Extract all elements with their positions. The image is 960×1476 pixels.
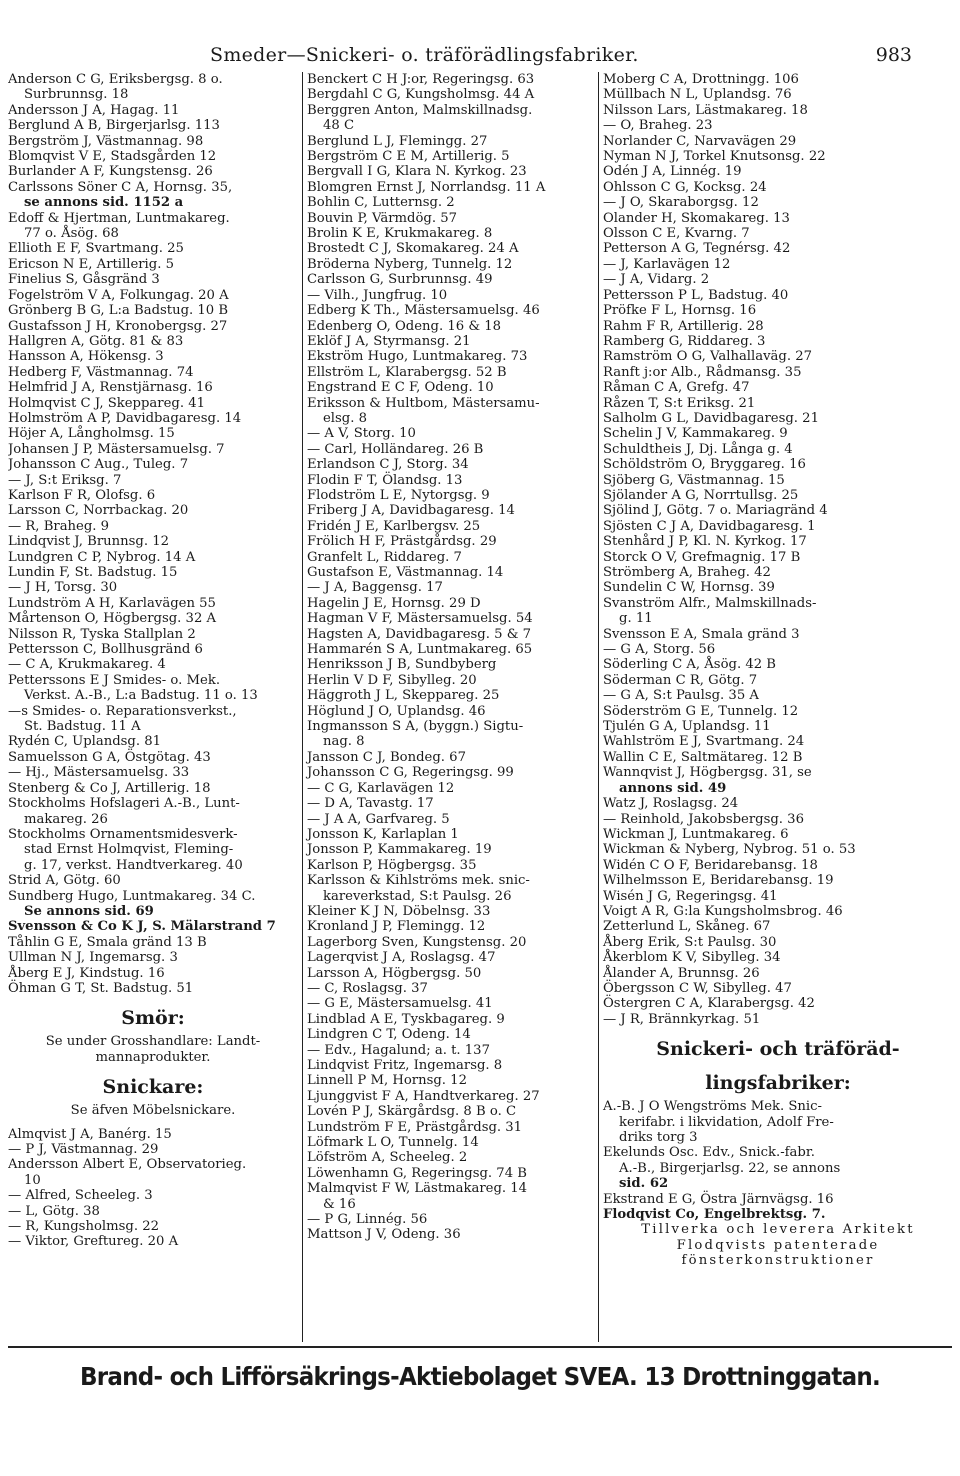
directory-entry: Gustafson E, Västmannag. 14 bbox=[307, 565, 504, 580]
directory-entry: — D A, Tavastg. 17 bbox=[307, 796, 434, 812]
directory-entry: Jonsson P, Kammakareg. 19 bbox=[307, 842, 492, 858]
directory-entry: mannaprodukter. bbox=[95, 1049, 211, 1065]
directory-entry: Ekström Hugo, Luntmakareg. 73 bbox=[307, 349, 528, 365]
directory-entry: Söderman C R, Götg. 7 bbox=[603, 672, 758, 688]
directory-entry: Stenberg & Co J, Artillerig. 18 bbox=[8, 780, 211, 796]
directory-entry: Bergdahl C G, Kungsholmsg. 44 A bbox=[307, 87, 535, 103]
directory-entry: Edberg K Th., Mästersamuelsg. 46 bbox=[307, 303, 540, 319]
directory-entry: — R, Braheg. 9 bbox=[8, 518, 110, 534]
directory-entry: Berggren Anton, Malmskillnadsg. bbox=[307, 102, 533, 118]
directory-entry: Anderson C G, Eriksbergsg. 8 o. bbox=[8, 72, 223, 87]
directory-entry: Åkerblom K V, Sibylleg. 34 bbox=[603, 950, 781, 966]
directory-entry: Tåhlin G E, Smala gränd 13 B bbox=[8, 934, 207, 950]
directory-entry: Engstrand E C F, Odeng. 10 bbox=[307, 380, 494, 396]
directory-entry: Svanström Alfr., Malmskillnads- bbox=[603, 595, 817, 611]
directory-entry: Hagman V F, Mästersamuelsg. 54 bbox=[307, 611, 533, 627]
directory-entry: Brolin K E, Krukmakareg. 8 bbox=[307, 226, 493, 242]
directory-entry: Höjer A, Långholmsg. 15 bbox=[8, 426, 175, 442]
section-heading: Snickare: bbox=[102, 1076, 204, 1099]
directory-entry: Löfström A, Scheeleg. 2 bbox=[307, 1150, 468, 1166]
directory-entry: Brostedt C J, Skomakareg. 24 A bbox=[307, 241, 519, 257]
directory-entry: Lindgren C T, Odeng. 14 bbox=[307, 1027, 471, 1043]
directory-entry: Ellioth E F, Svartmang. 25 bbox=[8, 241, 184, 257]
directory-entry: Erlandson C J, Storg. 34 bbox=[307, 457, 469, 473]
directory-entry: Lagerqvist J A, Roslagsg. 47 bbox=[307, 950, 496, 966]
directory-entry: g. 11 bbox=[619, 611, 653, 627]
directory-entry: A.-B., Birgerjarlsg. 22, se annons bbox=[619, 1160, 841, 1176]
directory-entry: Ljunggvist F A, Handtverkareg. 27 bbox=[307, 1088, 540, 1104]
directory-entry: — G A, S:t Paulsg. 35 A bbox=[603, 688, 759, 704]
directory-entry: Granfelt L, Riddareg. 7 bbox=[307, 549, 462, 565]
directory-entry: Lovén P J, Skärgårdsg. 8 B o. C bbox=[307, 1104, 517, 1120]
directory-entry: Häggroth J L, Skeppareg. 25 bbox=[307, 688, 500, 704]
directory-entry: Se äfven Möbelsnickare. bbox=[70, 1103, 236, 1119]
directory-entry: Voigt A R, G:la Kungsholmsbrog. 46 bbox=[603, 903, 843, 919]
directory-entry: Flodin F T, Ölandsg. 13 bbox=[307, 472, 463, 488]
directory-entry: Se annons sid. 69 bbox=[24, 903, 154, 919]
directory-entry: Benckert C H J:or, Regeringsg. 63 bbox=[307, 72, 535, 87]
directory-entry: Samuelsson G A, Östgötag. 43 bbox=[8, 749, 211, 765]
directory-entry: Flodström L E, Nytorgsg. 9 bbox=[307, 487, 490, 503]
directory-entry: Ericson N E, Artillerig. 5 bbox=[8, 256, 174, 272]
directory-entry: Schelin J V, Kammakareg. 9 bbox=[603, 426, 788, 442]
directory-entry: Lundin F, St. Badstug. 15 bbox=[8, 565, 178, 580]
directory-entry: Råzen T, S:t Eriksg. 21 bbox=[603, 395, 756, 411]
directory-entry: se annons sid. 1152 a bbox=[24, 195, 184, 211]
directory-entry: Löwenhamn G, Regeringsg. 74 B bbox=[307, 1165, 527, 1181]
directory-entry: — J A, Baggensg. 17 bbox=[307, 580, 443, 596]
directory-entry: Herlin V D F, Sibylleg. 20 bbox=[307, 672, 477, 688]
directory-entry: Odén J A, Linnég. 19 bbox=[603, 164, 742, 180]
directory-entry: Lindblad A E, Tyskbagareg. 9 bbox=[307, 1011, 505, 1027]
directory-entry: Nyman N J, Torkel Knutsonsg. 22 bbox=[603, 149, 826, 165]
directory-entry: Bergström J, Västmannag. 98 bbox=[8, 133, 204, 149]
directory-entry: Grönberg B G, L:a Badstug. 10 B bbox=[8, 303, 229, 319]
directory-entry: Öhman G T, St. Badstug. 51 bbox=[8, 980, 194, 996]
directory-entry: Malmqvist F W, Lästmakareg. 14 bbox=[307, 1181, 528, 1197]
directory-entry: nag. 8 bbox=[323, 734, 365, 750]
directory-column-1 bbox=[8, 72, 298, 1250]
directory-entry: Tillverka och leverera Arkitekt bbox=[641, 1222, 915, 1238]
directory-entry: Lindqvist J, Brunnsg. 12 bbox=[8, 534, 170, 550]
directory-entry: — Reinhold, Jakobsbergsg. 36 bbox=[603, 811, 804, 827]
directory-entry: Moberg C A, Drottningg. 106 bbox=[603, 72, 799, 87]
directory-entry: Wickman J, Luntmakareg. 6 bbox=[603, 826, 789, 842]
directory-entry: — J H, Torsg. 30 bbox=[8, 580, 118, 596]
directory-entry: Watz J, Roslagsg. 24 bbox=[603, 796, 739, 812]
directory-entry: — C G, Karlavägen 12 bbox=[307, 780, 455, 796]
directory-entry: Svensson E A, Smala gränd 3 bbox=[603, 626, 800, 642]
directory-entry: sid. 62 bbox=[619, 1176, 669, 1192]
directory-entry: Lundström A H, Karlavägen 55 bbox=[8, 595, 216, 611]
directory-entry: Olander H, Skomakareg. 13 bbox=[603, 210, 790, 226]
directory-entry: Sjöberg G, Västmannag. 15 bbox=[603, 472, 785, 488]
directory-entry: Blomgren Ernst J, Norrlandsg. 11 A bbox=[307, 179, 546, 195]
directory-entry: — J O, Skaraborgsg. 12 bbox=[603, 195, 759, 211]
directory-entry: Lagerborg Sven, Kungstensg. 20 bbox=[307, 934, 527, 950]
directory-entry: Öbergsson C W, Sibylleg. 47 bbox=[603, 980, 792, 996]
section-heading: lingsfabriker: bbox=[705, 1072, 851, 1095]
directory-entry: Söderling C A, Åsög. 42 B bbox=[603, 657, 776, 673]
page-number: 983 bbox=[875, 44, 912, 66]
directory-entry: Schöldström O, Bryggareg. 16 bbox=[603, 457, 806, 473]
directory-entry: Ohlsson C G, Kocksg. 24 bbox=[603, 179, 767, 195]
directory-entry: — P J, Västmannag. 29 bbox=[8, 1142, 159, 1157]
directory-entry: Carlssons Söner C A, Hornsg. 35, bbox=[8, 179, 233, 195]
directory-entry: Blomqvist V E, Stadsgården 12 bbox=[8, 149, 217, 165]
directory-entry: Ekelunds Osc. Edv., Snick.-fabr. bbox=[603, 1145, 815, 1161]
directory-entry: Stockholms Ornamentsmidesverk- bbox=[8, 826, 238, 842]
directory-entry: Storck O V, Grefmagnig. 17 B bbox=[603, 549, 801, 565]
directory-entry: Rydén C, Uplandsg. 81 bbox=[8, 734, 162, 750]
directory-entry: Müllbach N L, Uplandsg. 76 bbox=[603, 87, 792, 103]
directory-entry: Jonsson K, Karlaplan 1 bbox=[307, 826, 459, 842]
directory-entry: Ranft j:or Alb., Rådmansg. 35 bbox=[603, 364, 802, 380]
directory-entry: Andersson J A, Hagag. 11 bbox=[8, 102, 180, 118]
directory-entry: — C A, Krukmakareg. 4 bbox=[8, 657, 166, 673]
directory-entry: Edoff & Hjertman, Luntmakareg. bbox=[8, 210, 230, 226]
directory-entry: fönsterkonstruktioner bbox=[681, 1253, 875, 1269]
directory-entry: — O, Braheg. 23 bbox=[603, 118, 713, 134]
directory-entry: Ekstrand E G, Östra Järnvägsg. 16 bbox=[603, 1191, 834, 1207]
directory-entry: Åberg Erik, S:t Paulsg. 30 bbox=[603, 934, 777, 950]
directory-entry: Nilsson Lars, Lästmakareg. 18 bbox=[603, 102, 808, 118]
directory-entry: Fridén J E, Karlbergsv. 25 bbox=[307, 518, 481, 534]
directory-entry: Hagsten A, Davidbagaresg. 5 & 7 bbox=[307, 626, 532, 642]
directory-entry: Helmfrid J A, Renstjärnasg. 16 bbox=[8, 380, 213, 396]
directory-entry: Surbrunnsg. 18 bbox=[24, 87, 129, 103]
page-header bbox=[0, 44, 960, 70]
directory-entry: Hagelin J E, Hornsg. 29 D bbox=[307, 595, 481, 611]
directory-entry: makareg. 26 bbox=[24, 811, 108, 827]
directory-entry: Råman C A, Grefg. 47 bbox=[603, 380, 750, 396]
directory-entry: Almqvist J A, Banérg. 15 bbox=[8, 1126, 172, 1142]
directory-entry: Flodqvists patenterade bbox=[676, 1237, 880, 1253]
directory-entry: elsg. 8 bbox=[323, 410, 368, 426]
directory-entry: Pettersson P L, Badstug. 40 bbox=[603, 287, 789, 303]
directory-column-3 bbox=[598, 72, 953, 1342]
directory-entry: — C, Roslagsg. 37 bbox=[307, 980, 428, 996]
directory-entry: kerifabr. i likvidation, Adolf Fre- bbox=[619, 1114, 834, 1130]
footer-advertisement: Brand- och Lifförsäkrings-Aktiebolaget SVEA. 13 Drottninggatan. bbox=[79, 1362, 881, 1391]
directory-entry: Schuldtheis J, Dj. Långa g. 4 bbox=[603, 441, 793, 457]
directory-entry: A.-B. J O Wengströms Mek. Snic- bbox=[603, 1099, 822, 1115]
directory-entry: Löfmark L O, Tunnelg. 14 bbox=[307, 1135, 479, 1151]
directory-entry: — Hj., Mästersamuelsg. 33 bbox=[8, 765, 190, 781]
directory-entry: Bohlin C, Lutternsg. 2 bbox=[307, 195, 455, 211]
directory-entry: Bergström C E M, Artillerig. 5 bbox=[307, 149, 510, 165]
directory-entry: — J R, Brännkyrkag. 51 bbox=[603, 1011, 761, 1027]
section-heading: Smör: bbox=[121, 1007, 185, 1030]
directory-entry: Andersson Albert E, Observatorieg. bbox=[8, 1157, 247, 1173]
directory-entry: Fogelström V A, Folkungag. 20 A bbox=[8, 287, 229, 303]
directory-entry: Svensson & Co K J, S. Mälarstrand 7 bbox=[8, 919, 276, 935]
directory-entry: 10 bbox=[24, 1172, 41, 1188]
directory-entry: Eklöf J A, Styrmansg. 21 bbox=[307, 333, 471, 349]
directory-entry: Wisén J G, Regeringsg. 41 bbox=[603, 888, 778, 904]
directory-entry: Pröfke F L, Hornsg. 16 bbox=[603, 303, 757, 319]
directory-entry: Ramberg G, Riddareg. 3 bbox=[603, 333, 766, 349]
directory-entry: Kronland J P, Flemingg. 12 bbox=[307, 919, 486, 935]
directory-entry: Ellström L, Klarabergsg. 52 B bbox=[307, 364, 507, 380]
directory-entry: Strid A, Götg. 60 bbox=[8, 873, 121, 889]
directory-entry: Bouvin P, Värmdög. 57 bbox=[307, 210, 458, 226]
page-title: Smeder—Snickeri- o. träförädlingsfabriker. bbox=[210, 44, 639, 66]
directory-entry: — G E, Mästersamuelsg. 41 bbox=[307, 996, 493, 1012]
directory-entry: — Alfred, Scheeleg. 3 bbox=[8, 1188, 153, 1204]
directory-entry: Edenberg O, Odeng. 16 & 18 bbox=[307, 318, 502, 334]
directory-entry: Wilhelmsson E, Beridarebansg. 19 bbox=[603, 873, 834, 889]
directory-entry: Hallgren A, Götg. 81 & 83 bbox=[8, 333, 184, 349]
directory-entry: Sjösten C J A, Davidbagaresg. 1 bbox=[603, 518, 816, 534]
directory-entry: Stockholms Hofslageri A.-B., Lunt- bbox=[8, 796, 240, 812]
directory-entry: Larsson A, Högbergsg. 50 bbox=[307, 965, 482, 981]
directory-entry: Nilsson R, Tyska Stallplan 2 bbox=[8, 626, 196, 642]
directory-entry: Lundgren C P, Nybrog. 14 A bbox=[8, 549, 196, 565]
directory-entry: — L, Götg. 38 bbox=[8, 1203, 100, 1219]
directory-entry: Jansson C J, Bondeg. 67 bbox=[307, 749, 466, 765]
directory-entry: — G A, Storg. 56 bbox=[603, 642, 716, 658]
directory-entry: Wannqvist J, Högbergsg. 31, se bbox=[603, 765, 812, 781]
directory-entry: Östergren C A, Klarabergsg. 42 bbox=[603, 996, 815, 1012]
directory-entry: Flodqvist Co, Engelbrektsg. 7. bbox=[603, 1207, 826, 1223]
directory-entry: Höglund J O, Uplandsg. 46 bbox=[307, 703, 486, 719]
directory-entry: Se under Grosshandlare: Landt- bbox=[45, 1034, 261, 1050]
directory-entry: Larsson C, Norrbackag. 20 bbox=[8, 503, 189, 519]
directory-entry: Karlson F R, Olofsg. 6 bbox=[8, 487, 156, 503]
directory-entry: Rahm F R, Artillerig. 28 bbox=[603, 318, 764, 334]
directory-column-2 bbox=[302, 72, 599, 1342]
directory-entry: Lundström F E, Prästgårdsg. 31 bbox=[307, 1119, 523, 1135]
footer-divider bbox=[8, 1346, 952, 1348]
directory-entry: Kleiner K J N, Döbelnsg. 33 bbox=[307, 903, 491, 919]
directory-entry: Sjölind J, Götg. 7 o. Mariagränd 4 bbox=[603, 503, 828, 519]
directory-entry: Sundelin C W, Hornsg. 39 bbox=[603, 580, 775, 596]
directory-entry: g. 17, verkst. Handtverkareg. 40 bbox=[24, 857, 243, 873]
directory-entry: — Viktor, Greftureg. 20 A bbox=[8, 1234, 179, 1250]
directory-entry: Burlander A F, Kungstensg. 26 bbox=[8, 164, 213, 180]
directory-entry: Ålander A, Brunnsg. 26 bbox=[603, 965, 760, 981]
directory-entry: Verkst. A.-B., L:a Badstug. 11 o. 13 bbox=[24, 688, 258, 704]
directory-entry: Wickman & Nyberg, Nybrog. 51 o. 53 bbox=[603, 842, 856, 858]
directory-entry: Johansen J P, Mästersamuelsg. 7 bbox=[8, 441, 225, 457]
spacer bbox=[8, 1119, 298, 1127]
directory-entry: Lindqvist Fritz, Ingemarsg. 8 bbox=[307, 1058, 503, 1073]
directory-entry: & 16 bbox=[323, 1196, 356, 1212]
directory-entry: Frölich H F, Prästgårdsg. 29 bbox=[307, 534, 497, 550]
directory-entry: Petterssons E J Smides- o. Mek. bbox=[8, 672, 221, 688]
directory-entry: St. Badstug. 11 A bbox=[24, 719, 141, 735]
directory-entry: — Vilh., Jungfrug. 10 bbox=[307, 287, 448, 303]
directory-entry: Johansson C G, Regeringsg. 99 bbox=[307, 765, 514, 781]
directory-entry: Ramström O G, Valhallaväg. 27 bbox=[603, 349, 813, 365]
directory-entry: Strömberg A, Braheg. 42 bbox=[603, 565, 771, 580]
directory-entry: Henriksson J B, Sundbyberg bbox=[307, 657, 497, 673]
directory-entry: Holmström A P, Davidbagaresg. 14 bbox=[8, 410, 242, 426]
directory-entry: Sundberg Hugo, Luntmakareg. 34 C. bbox=[8, 888, 256, 904]
section-heading: Snickeri- och träföräd- bbox=[656, 1038, 900, 1061]
directory-entry: Mårtenson O, Högbergsg. 32 A bbox=[8, 611, 217, 627]
directory-entry: Karlsson & Kihlströms mek. snic- bbox=[307, 873, 530, 889]
directory-entry: Salholm G L, Davidbagaresg. 21 bbox=[603, 410, 819, 426]
directory-entry: 77 o. Åsög. 68 bbox=[24, 226, 119, 242]
directory-entry: Bröderna Nyberg, Tunnelg. 12 bbox=[307, 256, 513, 272]
directory-entry: Zetterlund L, Skåneg. 67 bbox=[603, 919, 771, 935]
directory-entry: Carlsson G, Surbrunnsg. 49 bbox=[307, 272, 493, 288]
directory-entry: stad Ernst Holmqvist, Fleming- bbox=[24, 842, 234, 858]
directory-entry: Olsson C E, Kvarng. 7 bbox=[603, 226, 750, 242]
directory-entry: — J A, Vidarg. 2 bbox=[603, 272, 710, 288]
directory-entry: Bergvall I G, Klara N. Kyrkog. 23 bbox=[307, 164, 527, 180]
directory-entry: Wahlström E J, Svartmang. 24 bbox=[603, 734, 805, 750]
directory-entry: Finelius S, Gåsgränd 3 bbox=[8, 272, 160, 288]
directory-entry: — J, S:t Eriksg. 7 bbox=[8, 472, 122, 488]
directory-entry: — Edv., Hagalund; a. t. 137 bbox=[307, 1042, 490, 1058]
directory-entry: Åberg E J, Kindstug. 16 bbox=[8, 965, 165, 981]
directory-entry: Holmqvist C J, Skeppareg. 41 bbox=[8, 395, 206, 411]
directory-entry: Stenhård J P, Kl. N. Kyrkog. 17 bbox=[603, 534, 807, 550]
directory-entry: Hammarén S A, Luntmakareg. 65 bbox=[307, 642, 533, 658]
directory-entry: —s Smides- o. Reparationsverkst., bbox=[8, 703, 237, 719]
directory-entry: Tjulén G A, Uplandsg. 11 bbox=[603, 719, 771, 735]
directory-entry: annons sid. 49 bbox=[619, 780, 727, 796]
directory-entry: — R, Kungsholmsg. 22 bbox=[8, 1219, 159, 1235]
directory-entry: Söderström G E, Tunnelg. 12 bbox=[603, 703, 799, 719]
directory-entry: Johansson C Aug., Tuleg. 7 bbox=[8, 457, 189, 473]
directory-entry: — P G, Linnég. 56 bbox=[307, 1212, 428, 1228]
directory-entry: Widén C O F, Beridarebansg. 18 bbox=[603, 857, 818, 873]
directory-entry: — Carl, Holländareg. 26 B bbox=[307, 441, 484, 457]
directory-entry: Norlander C, Narvavägen 29 bbox=[603, 133, 797, 149]
directory-entry: kareverkstad, S:t Paulsg. 26 bbox=[323, 888, 512, 904]
directory-entry: Hedberg F, Västmannag. 74 bbox=[8, 364, 194, 380]
directory-entry: Sjölander A G, Norrtullsg. 25 bbox=[603, 487, 799, 503]
directory-entry: Ullman N J, Ingemarsg. 3 bbox=[8, 950, 178, 966]
directory-entry: Friberg J A, Davidbagaresg. 14 bbox=[307, 503, 515, 519]
directory-entry: — A V, Storg. 10 bbox=[307, 426, 416, 442]
directory-entry: Hansson A, Hökensg. 3 bbox=[8, 349, 164, 365]
directory-entry: Eriksson & Hultbom, Mästersamu- bbox=[307, 395, 540, 411]
directory-entry: — J A A, Garfvareg. 5 bbox=[307, 811, 450, 827]
directory-entry: 48 C bbox=[323, 118, 355, 134]
directory-entry: — J, Karlavägen 12 bbox=[603, 256, 731, 272]
directory-entry: Ingmansson S A, (byggn.) Sigtu- bbox=[307, 719, 524, 735]
directory-entry: Linnell P M, Hornsg. 12 bbox=[307, 1073, 467, 1089]
directory-entry: Berglund L J, Flemingg. 27 bbox=[307, 133, 488, 149]
directory-entry: Berglund A B, Birgerjarlsg. 113 bbox=[8, 118, 220, 134]
directory-entry: Karlson P, Högbergsg. 35 bbox=[307, 857, 477, 873]
directory-entry: driks torg 3 bbox=[619, 1130, 698, 1145]
directory-entry: Petterson A G, Tegnérsg. 42 bbox=[603, 241, 791, 257]
directory-entry: Wallin C E, Saltmätareg. 12 B bbox=[603, 749, 803, 765]
directory-entry: Pettersson C, Bollhusgränd 6 bbox=[8, 642, 203, 658]
directory-entry: Mattson J V, Odeng. 36 bbox=[307, 1227, 461, 1243]
directory-entry: Gustafsson J H, Kronobergsg. 27 bbox=[8, 318, 228, 334]
